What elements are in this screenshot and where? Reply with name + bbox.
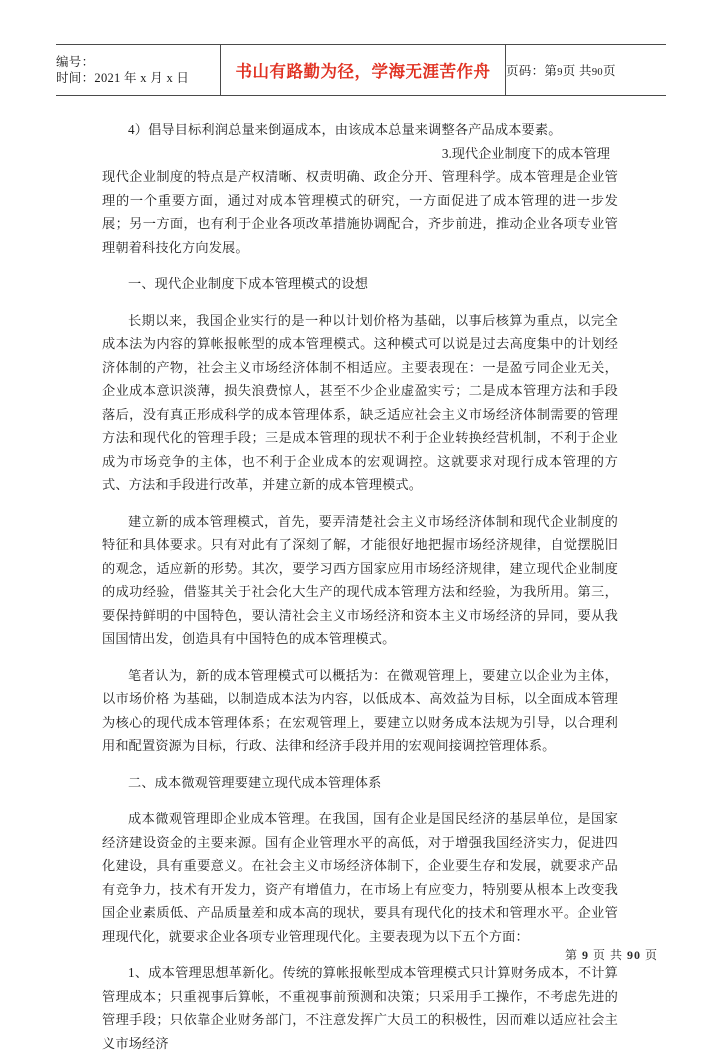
spacer xyxy=(102,259,618,272)
document-body xyxy=(102,118,618,1055)
header-serial-label: 编号： xyxy=(56,55,95,69)
paragraph-2: 长期以来，我国企业实行的是一种以计划价格为基础，以事后核算为重点，以完全成本法为内容的算帐报帐型的成本管理模式。这种模式可以说是过去高度集中的计划经济体制的产物，社会主义市场经济体制不相适应。主要表现在：一是盈亏同企业无关，企业成本意识淡薄，损失浪费惊人，甚至不少企业虚盈实亏；二是成本管理方法和手段落后，没有真正形成科学的成本管理体系，缺乏适应社会主义市场经济体制需要的管理方法和现代化的管理手段；三是成本管理的现状不利于企业转换经营机制，不利于企业成为市场竞争的主体，也不利于企业成本的宏观调控。这就要求对现行成本管理的方式、方法和手段进行改革，并建立新的成本管理模式。 xyxy=(102,312,618,492)
header-motto-cell: 书山有路勤为径，学海无涯苦作舟 xyxy=(221,45,506,96)
spacer xyxy=(102,794,618,807)
page-total-prefix: 共 xyxy=(579,64,592,78)
header-table xyxy=(56,44,666,96)
page-label: 页码： xyxy=(506,64,545,78)
heading-section-one: 一、现代企业制度下成本管理模式的设想 xyxy=(128,276,369,291)
header-date-label: 时间：2021 年 x 月 x 日 xyxy=(56,71,190,85)
section-3-title: 3.现代企业制度下的成本管理 xyxy=(441,145,610,161)
footer-page-unit: 页 xyxy=(592,948,606,962)
paragraph-4: 笔者认为，新的成本管理模式可以概括为：在微观管理上，要建立以企业为主体，以市场价格 为基础，以制造成本法为内容，以低成本、高效益为目标，以全面成本管理为核心的现代成本管理体系；在宏观管理上，要建立以财务成本法规为引导，以合理利用和配置资源为目标，行政、法律和经济手段并用的宏观间接调控管理体系。 xyxy=(102,667,618,753)
page-current-number: 9 xyxy=(557,67,563,78)
page-current-unit: 页 xyxy=(562,64,576,78)
paragraph-1: 现代企业制度的特点是产权清晰、权责明确、政企分开、管理科学。成本管理是企业管理的一个重要方面，通过对成本管理模式的研究，一方面促进了成本管理的进一步发展；另一方面，也有利于企业各项改革措施协调配合，齐步前进，推动企业各项专业管理朝着科技化方向发展。 xyxy=(102,169,618,255)
spacer xyxy=(102,296,618,309)
header-meta-cell xyxy=(56,45,221,96)
header-pagination-cell xyxy=(506,45,667,96)
page-current-prefix: 第 xyxy=(544,64,558,78)
heading-section-two: 二、成本微观管理要建立现代成本管理体系 xyxy=(128,774,382,790)
list-item-4: 4）倡导目标利润总量来倒逼成本，由该成本总量来调整各产品成本要素。 xyxy=(128,122,562,137)
spacer xyxy=(102,497,618,510)
footer-total-number: 90 xyxy=(626,948,641,962)
paragraph-5: 成本微观管理即企业成本管理。在我国，国有企业是国民经济的基层单位，是国家经济建设资金的主要来源。国有企业管理水平的高低，对于增强我国经济实力，促进四化建设，具有重要意义。在社会主义市场经济体制下，企业要生存和发展，就要求产品有竞争力，技术有开发力，资产有增值力，在市场上有应变力，特别要从根本上改变我国企业素质低、产品质量差和成本高的现状，要具有现代化的技术和管理水平。企业管理现代化，就要求企业各项专业管理现代化。主要表现为以下五个方面： xyxy=(102,811,618,944)
spacer xyxy=(102,651,618,664)
footer-total-unit: 页 xyxy=(644,948,658,962)
header-row xyxy=(56,45,666,96)
paragraph-3: 建立新的成本管理模式，首先，要弄清楚社会主义市场经济体制和现代企业制度的特征和具体要求。只有对此有了深刻了解，才能很好地把握市场经济规律，自觉摆脱旧的观念，适应新的形势。其次，要学习西方国家应用市场经济规律，建立现代企业制度的成功经验，借鉴其关于社会化大生产的现代成本管理方法和经验，为我所用。第三，要保持鲜明的中国特色，要认清社会主义市场经济和资本主义市场经济的异同，要从我国国情出发，创造具有中国特色的成本管理模式。 xyxy=(102,513,618,646)
footer-page-current: 9 xyxy=(581,948,589,962)
footer-pagination xyxy=(0,946,720,963)
page-total-unit: 页 xyxy=(602,64,616,78)
spacer xyxy=(102,758,618,771)
page-total-number: 90 xyxy=(591,67,603,78)
footer-total-prefix: 共 xyxy=(609,948,623,962)
footer-page-prefix: 第 xyxy=(564,948,578,962)
paragraph-6: 1、成本管理思想革新化。传统的算帐报帐型成本管理模式只计算财务成本，不计算管理成本；只重视事后算帐，不重视事前预测和决策；只采用手工操作，不考虑先进的管理手段；只依靠企业财务部门，不注意发挥广大员工的积极性，因而难以适应社会主义市场经济 xyxy=(102,965,618,1051)
